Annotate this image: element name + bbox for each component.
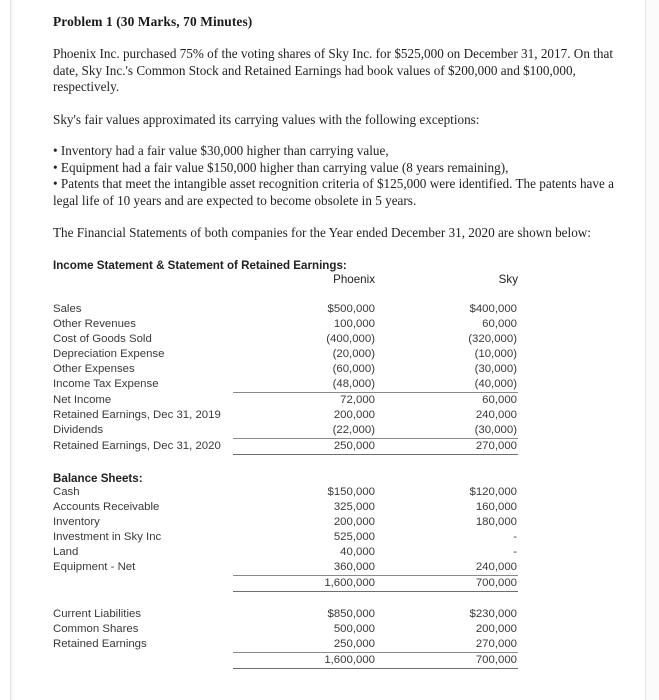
row-value-sky: (40,000) [474,377,517,390]
row-value-sky: $120,000 [469,485,517,498]
column-header-phoenix: Phoenix [333,272,375,286]
row-value-phoenix: $850,000 [327,607,375,620]
table-row [53,332,518,347]
row-value-phoenix: 500,000 [333,622,375,635]
row-value-phoenix: $500,000 [327,302,375,315]
row-value-sky: (10,000) [474,347,517,360]
section-gap [53,242,623,259]
row-value-sky: 270,000 [475,637,517,650]
row-value-sky: - [513,530,517,543]
column-header-sky: Sky [498,272,518,286]
row-value-phoenix: 200,000 [333,408,375,421]
row-value-sky: 60,000 [482,317,517,330]
row-value-phoenix: (400,000) [326,332,375,345]
table-row [53,347,518,362]
spacer-row [53,287,518,302]
row-label: Net Income [53,393,112,406]
row-value-phoenix: 250,000 [333,637,375,650]
spacer-row [53,591,518,607]
financial-statements-intro-paragraph: The Financial Statements of both companies for the Year ended December 31, 2020 are shown below: [53,225,591,240]
row-label: Common Shares [53,622,139,635]
page-edge-right-margin [646,0,659,700]
balance-sheet-heading: Balance Sheets: [53,471,143,485]
table-row-total-equity [53,652,518,668]
row-label: Other Revenues [53,317,136,330]
list-item: • Patents that meet the intangible asset recognition criteria of $125,000 were identified. The patents have a legal life of 10 years and are expected to become obsolete in 5 years. [53,176,614,208]
table-row [53,607,518,622]
row-label: Current Liabilities [53,607,141,620]
row-value-sky: $230,000 [469,607,517,620]
row-value-phoenix: 525,000 [333,530,375,543]
table-row [53,485,518,500]
row-value-phoenix: 72,000 [233,392,375,408]
fair-value-intro-paragraph: Sky's fair values approximated its carrying values with the following exceptions: [53,111,480,127]
row-value-phoenix: 1,600,000 [233,652,375,668]
document-content [53,14,623,669]
row-value-sky: (320,000) [468,332,517,345]
row-value-sky: 240,000 [475,408,517,421]
page-edge-left-shadow [11,0,15,700]
row-label: Retained Earnings, Dec 31, 2020 [53,440,221,452]
table-row [53,500,518,515]
row-value-sky: 700,000 [375,575,518,591]
table-row [53,317,518,332]
row-value-sky: 270,000 [375,438,518,454]
row-value-phoenix: (48,000) [332,377,375,390]
row-label: Depreciation Expense [53,347,165,360]
row-value-sky: $400,000 [469,302,517,315]
row-value-phoenix: 250,000 [233,438,375,454]
row-value-phoenix: 200,000 [333,515,375,528]
row-value-sky: 60,000 [375,392,518,408]
row-value-phoenix: (22,000) [332,423,375,436]
row-value-phoenix: 325,000 [333,500,375,513]
row-value-phoenix: (60,000) [332,362,375,375]
income-statement-table [53,272,518,455]
row-label: Sales [53,302,82,315]
list-item: • Inventory had a fair value $30,000 higher than carrying value, [53,143,389,158]
row-value-phoenix: 360,000 [333,560,375,573]
page-title: Problem 1 (30 Marks, 70 Minutes) [53,14,253,29]
table-row [53,362,518,377]
row-value-sky: 240,000 [475,560,517,573]
row-value-sky: 160,000 [475,500,517,513]
list-item: • Equipment had a fair value $150,000 higher than carrying value (8 years remaining), [53,159,509,175]
row-label: Equipment - Net [53,561,136,573]
table-row [53,423,518,439]
section-gap [53,455,623,472]
table-row [53,637,518,653]
row-value-sky: 700,000 [375,652,518,668]
row-label: Cost of Goods Sold [53,332,152,345]
row-value-sky: - [513,545,517,558]
row-label [53,575,233,591]
table-row [53,545,518,560]
table-row [53,377,518,393]
row-label: Inventory [53,515,100,528]
income-statement-heading: Income Statement & Statement of Retained Earnings: [53,258,347,272]
table-row [53,622,518,637]
row-label: Investment in Sky Inc [53,530,162,543]
balance-sheet-table [53,485,518,669]
row-value-sky: 180,000 [475,515,517,528]
table-row-total [53,438,518,454]
table-row [53,560,518,576]
table-header-row [53,272,518,287]
table-row [53,530,518,545]
row-value-phoenix: 100,000 [333,317,375,330]
row-value-sky: (30,000) [474,362,517,375]
row-label: Accounts Receivable [53,500,160,513]
row-value-phoenix: $150,000 [327,485,375,498]
row-label: Other Expenses [53,362,135,375]
table-row [53,515,518,530]
row-label [53,652,233,668]
row-label: Dividends [53,424,104,436]
table-row-total-assets [53,575,518,591]
fair-value-exception-list [53,143,623,209]
table-row [53,302,518,317]
row-value-phoenix: 40,000 [340,545,375,558]
column-header-blank [53,272,233,287]
row-label: Retained Earnings [53,638,147,650]
row-label: Land [53,545,79,558]
intro-paragraph: Phoenix Inc. purchased 75% of the voting shares of Sky Inc. for $525,000 on December 31, 2017. On that date, Sky Inc.'s Common Stock and Retained Earnings had book values of $200,000 and $100,000, respectively. [53,46,613,94]
row-label: Retained Earnings, Dec 31, 2019 [53,408,221,421]
row-value-phoenix: (20,000) [332,347,375,360]
table-row-subtotal [53,392,518,408]
row-value-sky: (30,000) [474,423,517,436]
row-label: Cash [53,485,80,498]
row-value-phoenix: 1,600,000 [233,575,375,591]
row-label: Income Tax Expense [53,378,159,390]
table-row [53,408,518,423]
row-value-sky: 200,000 [475,622,517,635]
